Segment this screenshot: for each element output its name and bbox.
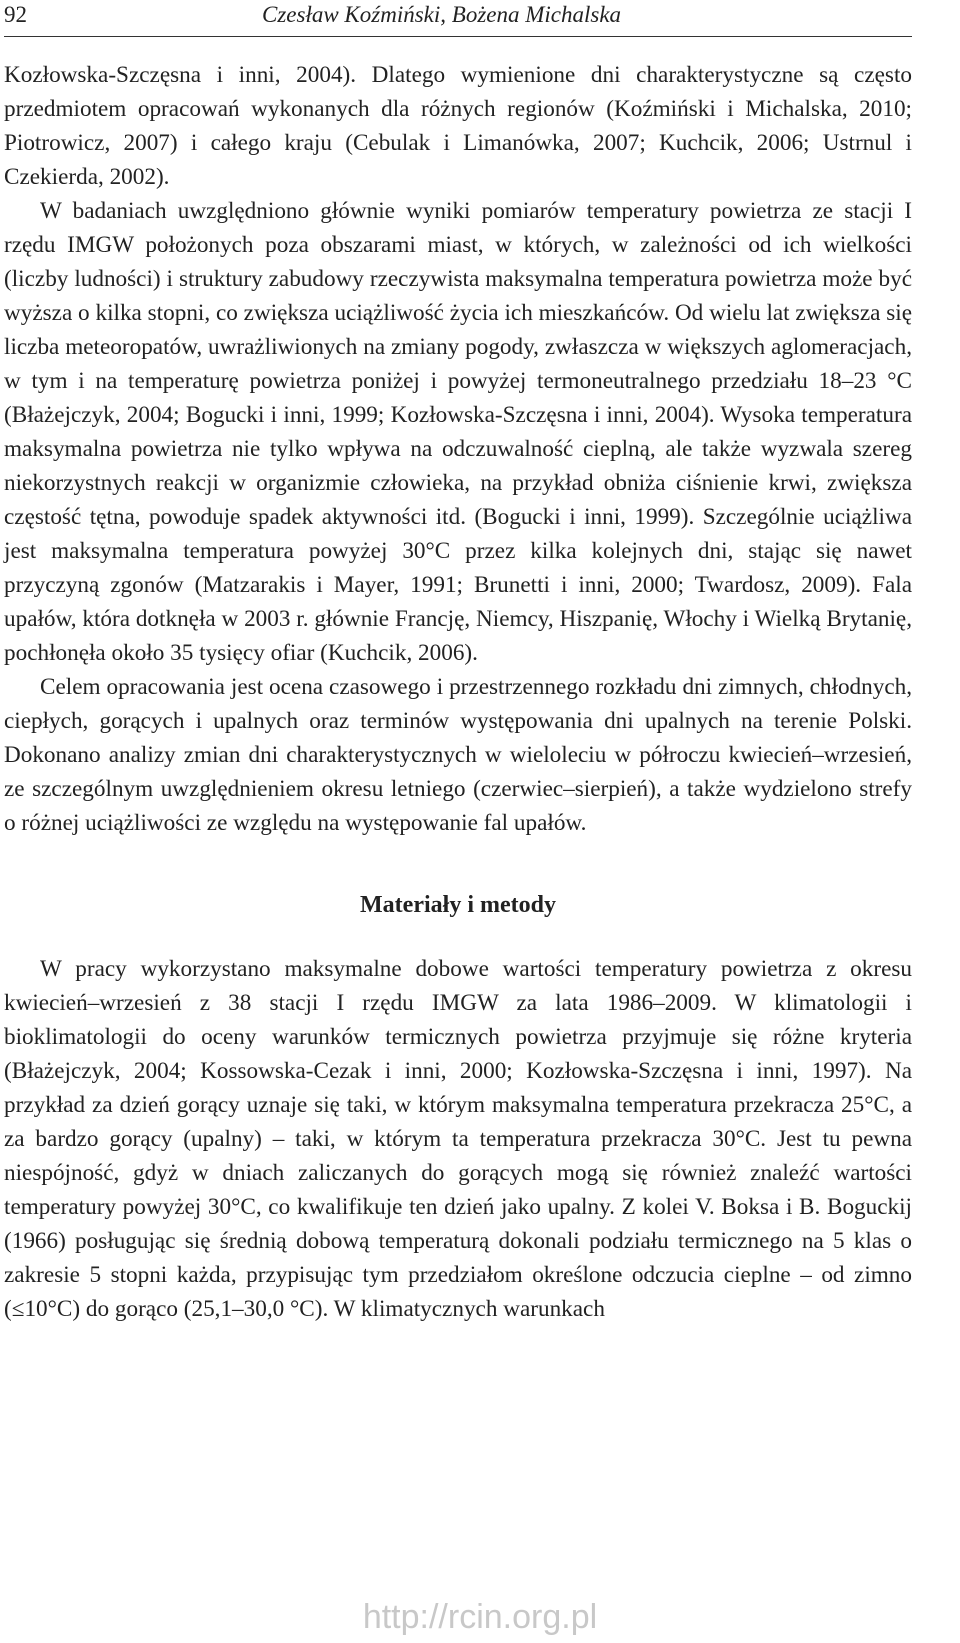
running-head: Czesław Koźmiński, Bożena Michalska bbox=[262, 2, 622, 27]
paragraph-continuation: Kozłowska-Szczęsna i inni, 2004). Dlatego wymienione dni charakterystyczne są często przedmiotem opracowań wykonanych dla różnych regionów (Koźmiński i Michalska, 2010; Piotrowicz, 2007) i całego kraju (Cebulak i Limanówka, 2007; Kuchcik, 2006; Ustrnul i Czekierda, 2002). bbox=[4, 62, 912, 190]
section-heading: Materiały i metody bbox=[360, 892, 556, 918]
footer-watermark: http://rcin.org.pl bbox=[362, 1598, 598, 1636]
body-text bbox=[4, 58, 912, 1326]
header-rule bbox=[4, 36, 912, 37]
page-header bbox=[4, 0, 912, 36]
paragraph-aim: Celem opracowania jest ocena czasowego i przestrzennego rozkładu dni zimnych, chłodnych, ciepłych, gorących i upalnych oraz terminów występowania dni upalnych na terenie Polski. Dokonano analizy zmian dni charakterystycznych w wieloleciu w półroczu kwiecień–wrzesień, ze szczególnym uwzględnieniem okresu letniego (czerwiec–sierpień), a także wydzielono strefy o różnej uciążliwości ze względu na występowanie fal upałów. bbox=[4, 674, 912, 836]
page-number: 92 bbox=[4, 2, 27, 27]
paragraph-background: W badaniach uwzględniono głównie wyniki pomiarów temperatury powietrza ze stacji I rzędu IMGW położonych poza obszarami miast, w których, w zależności od ich wielkości (liczby ludności) i struktury zabudowy rzeczywista maksymalna temperatura powietrza może być wyższa o kilka stopni, co zwiększa uciążliwość życia ich mieszkańców. Od wielu lat zwiększa się liczba meteoropatów, uwrażliwionych na zmiany pogody, zwłaszcza w większych aglomeracjach, w tym i na temperaturę powietrza poniżej i powyżej termoneutralnego przedziału 18–23 °C (Błażejczyk, 2004; Bogucki i inni, 1999; Kozłowska-Szczęsna i inni, 2004). Wysoka temperatura maksymalna powietrza nie tylko wpływa na odczuwalność cieplną, ale także wyzwala szereg niekorzystnych reakcji w organizmie człowieka, na przykład obniża ciśnienie krwi, zwiększa częstość tętna, powoduje spadek aktywności itd. (Bogucki i inni, 1999). Szczególnie uciążliwa jest maksymalna temperatura powyżej 30°C przez kilka kolejnych dni, stając się nawet przyczyną zgonów (Matzarakis i Mayer, 1991; Brunetti i inni, 2000; Twardosz, 2009). Fala upałów, która dotknęła w 2003 r. głównie Francję, Niemcy, Hiszpanię, Włochy i Wielką Brytanię, pochłonęła około 35 tysięcy ofiar (Kuchcik, 2006). bbox=[4, 198, 912, 666]
paragraph-methods: W pracy wykorzystano maksymalne dobowe wartości temperatury powietrza z okresu kwiecień–wrzesień z 38 stacji I rzędu IMGW za lata 1986–2009. W klimatologii i bioklimatologii do oceny warunków termicznych powietrza przyjmuje się różne kryteria (Błażejczyk, 2004; Kossowska-Cezak i inni, 2000; Kozłowska-Szczęsna i inni, 1997). Na przykład za dzień gorący uznaje się taki, w którym maksymalna temperatura przekracza 25°C, a za bardzo gorący (upalny) – taki, w którym ta temperatura przekracza 30°C. Jest tu pewna niespójność, gdyż w dniach zaliczanych do gorących mogą się również znaleźć wartości temperatury powyżej 30°C, co kwalifikuje ten dzień jako upalny. Z kolei V. Boksa i B. Boguckij (1966) posługując się średnią dobową temperaturą dokonali podziału termicznego na 5 klas o zakresie 5 stopni każda, przypisując tym przedziałom określone odczucia cieplne – od zimno (≤10°C) do gorąco (25,1–30,0 °C). W klimatycznych warunkach bbox=[4, 956, 912, 1322]
